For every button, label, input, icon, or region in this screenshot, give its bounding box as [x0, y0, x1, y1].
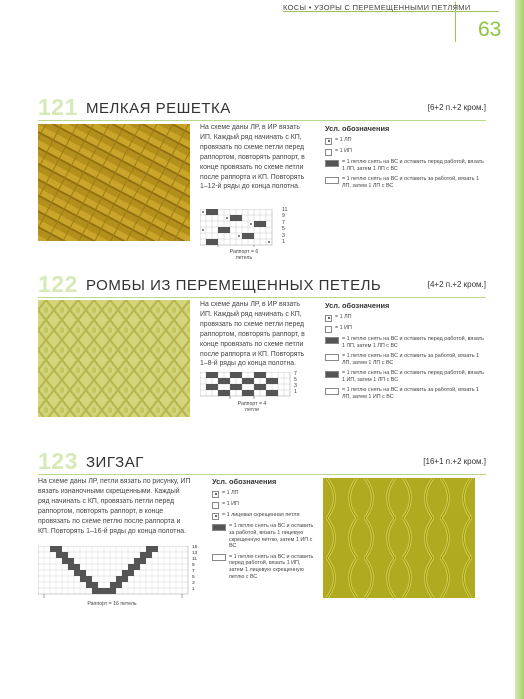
legend-item: [212, 501, 314, 509]
legend-item: [325, 336, 487, 350]
cross-purl-right-icon: [325, 371, 339, 378]
knitting-chart-123: [38, 546, 190, 600]
section-description: На схеме даны ЛР, в ИР вязать ИП. Каждый ряд начинать с КП, провязать по схеме петли перед раппортом, повторять раппорт, в конце провязать по схеме петли после раппорта и КП. Повторять 1–12-й ряды до конца полотна.: [200, 124, 305, 191]
legend-title: Усл. обозначения: [325, 124, 390, 133]
running-title: КОСЫ • УЗОРЫ С ПЕРЕМЕЩЕННЫМИ ПЕТЛЯМИ: [283, 3, 471, 12]
row-number: 9: [282, 213, 285, 220]
legend-text: = 1 ИП: [335, 325, 352, 331]
row-number: 1: [282, 238, 285, 245]
row-number: 1: [192, 587, 195, 592]
purl-symbol-icon: [325, 149, 332, 156]
section-number: 123: [38, 448, 78, 474]
knit-symbol-icon: [325, 138, 332, 145]
legend-item: [325, 137, 487, 145]
repeat-label: Раппорт = 4 петли: [237, 401, 267, 413]
row-number: 3: [282, 232, 285, 239]
legend-item: [325, 314, 487, 322]
legend-item: [325, 159, 487, 173]
page-edge-stripe: [515, 0, 524, 699]
legend-item: [325, 176, 487, 190]
section-number: 122: [38, 271, 78, 297]
repeat-label: Раппорт = 16 петель: [87, 601, 137, 607]
knit-symbol-icon: [212, 491, 219, 498]
knit-swatch-photo-121: [38, 124, 190, 241]
knit-swatch-photo-122: [38, 300, 190, 417]
legend-item: [325, 148, 487, 156]
row-number: 7: [192, 569, 195, 574]
knit-symbol-icon: [325, 315, 332, 322]
row-number: 7: [294, 371, 297, 377]
legend-text: = 1 лицевая скрещенная петля: [222, 512, 300, 518]
cross-right-icon: [325, 160, 339, 167]
section-description: На схеме даны ЛР, петли вязать по рисунку, ИП вязать изнаночными скрещенными. Каждый ряд начинать с КП, провязать петли перед раппортом, повторять раппорт, в конце провязать по схеме петлю после раппорта и КП. Повторять 1–16-й ряды до конца полотна.: [38, 478, 191, 535]
legend-text: = 1 петлю снять на ВС и оставить за работой, вязать 1 ЛП, затем 1 ЛП с ВС: [342, 353, 480, 366]
section-rule: [38, 120, 486, 121]
legend-text: = 1 ЛП: [335, 137, 352, 143]
row-number: 13: [192, 551, 198, 556]
legend-item: [325, 353, 487, 367]
stitch-repeat: [16+1 п.+2 кром.]: [423, 457, 486, 466]
legend-title: Усл. обозначения: [325, 301, 390, 310]
row-number: 11: [192, 557, 197, 562]
section-number: 121: [38, 94, 78, 120]
cross-right-icon: [212, 524, 226, 531]
twisted-stitch-icon: [212, 513, 219, 520]
section-title: ЗИГЗАГ: [86, 454, 144, 471]
legend-item: [212, 490, 314, 498]
row-numbers-122: [294, 371, 297, 395]
legend-item: [212, 512, 314, 520]
repeat-label: Раппорт = 6 петель: [229, 249, 259, 261]
legend-text: = 1 петлю снять на ВС и оставить за работой, вязать 1 лицевую скрещенную петлю, затем 1 ИП с ВС: [229, 523, 314, 550]
legend-title: Усл. обозначения: [212, 477, 277, 486]
section-description: На схеме даны ЛР, в ИР вязать ИП. Каждый ряд начинать с КП, провязать по схеме петли перед раппортом, повторять раппорт, в конце провязать по схеме петли после раппорта и КП. Повторять 1–8-й ряды до конца полотна.: [200, 301, 305, 368]
legend-text: = 1 ЛП: [335, 314, 352, 320]
legend-text: = 1 петлю снять на ВС и оставить перед работой, вязать 1 ИП, затем 1 лицевую скрещенную петлю с ВС: [229, 553, 314, 581]
row-number: 9: [192, 563, 195, 568]
row-number: 5: [192, 575, 195, 580]
section-title: РОМБЫ ИЗ ПЕРЕМЕЩЕННЫХ ПЕТЕЛЬ: [86, 277, 382, 294]
row-number: 5: [282, 226, 285, 233]
purl-symbol-icon: [325, 326, 332, 333]
row-number: 15: [192, 545, 198, 550]
row-number: 7: [282, 219, 285, 226]
legend-text: = 1 ИП: [335, 148, 352, 154]
legend-item: [212, 554, 314, 581]
stitch-repeat: [6+2 п.+2 кром.]: [427, 103, 486, 112]
legend-text: = 1 петлю снять на ВС и оставить за работой, вязать 1 ЛП, затем 1 ЛП с ВС: [342, 176, 480, 189]
row-number: 11: [282, 207, 288, 213]
cross-left-icon: [325, 354, 339, 361]
stitch-repeat: [4+2 п.+2 кром.]: [427, 280, 486, 289]
legend-text: = 1 петлю снять на ВС и оставить перед работой, вязать 1 ИП, затем 1 ЛП с ВС: [342, 370, 484, 383]
legend-item: [325, 325, 487, 333]
section-rule: [38, 297, 486, 298]
legend-text: = 1 ИП: [222, 501, 239, 507]
cross-right-icon: [325, 337, 339, 344]
cross-left-icon: [212, 554, 226, 561]
row-number: 1: [294, 389, 297, 395]
purl-symbol-icon: [212, 502, 219, 509]
cross-left-icon: [325, 177, 339, 184]
legend-122: [325, 301, 487, 404]
cross-purl-left-icon: [325, 388, 339, 395]
legend-121: [325, 124, 487, 193]
row-numbers-123: [192, 545, 197, 593]
row-numbers-121: [282, 207, 287, 245]
section-title: МЕЛКАЯ РЕШЕТКА: [86, 100, 231, 117]
knitting-chart-121: [200, 209, 292, 247]
row-number: 3: [294, 383, 297, 389]
legend-item: [212, 523, 314, 550]
legend-123: [212, 477, 314, 584]
legend-text: = 1 петлю снять на ВС и оставить перед работой, вязать 1 ЛП, затем 1 ЛП с ВС: [342, 336, 484, 349]
legend-text: = 1 петлю снять на ВС и оставить перед работой, вязать 1 ЛП, затем 1 ЛП с ВС: [342, 159, 484, 172]
row-number: 5: [294, 377, 297, 383]
legend-text: = 1 петлю снять на ВС и оставить за работой, вязать 1 ЛП, затем 1 ИП с ВС: [342, 387, 480, 401]
legend-item: [325, 387, 487, 401]
knit-swatch-photo-123: [323, 478, 475, 598]
row-number: 3: [192, 581, 195, 586]
section-rule: [38, 474, 486, 475]
page-number: 63: [478, 18, 502, 41]
legend-text: = 1 ЛП: [222, 490, 239, 496]
legend-item: [325, 370, 487, 384]
knitting-chart-122: [200, 372, 292, 402]
